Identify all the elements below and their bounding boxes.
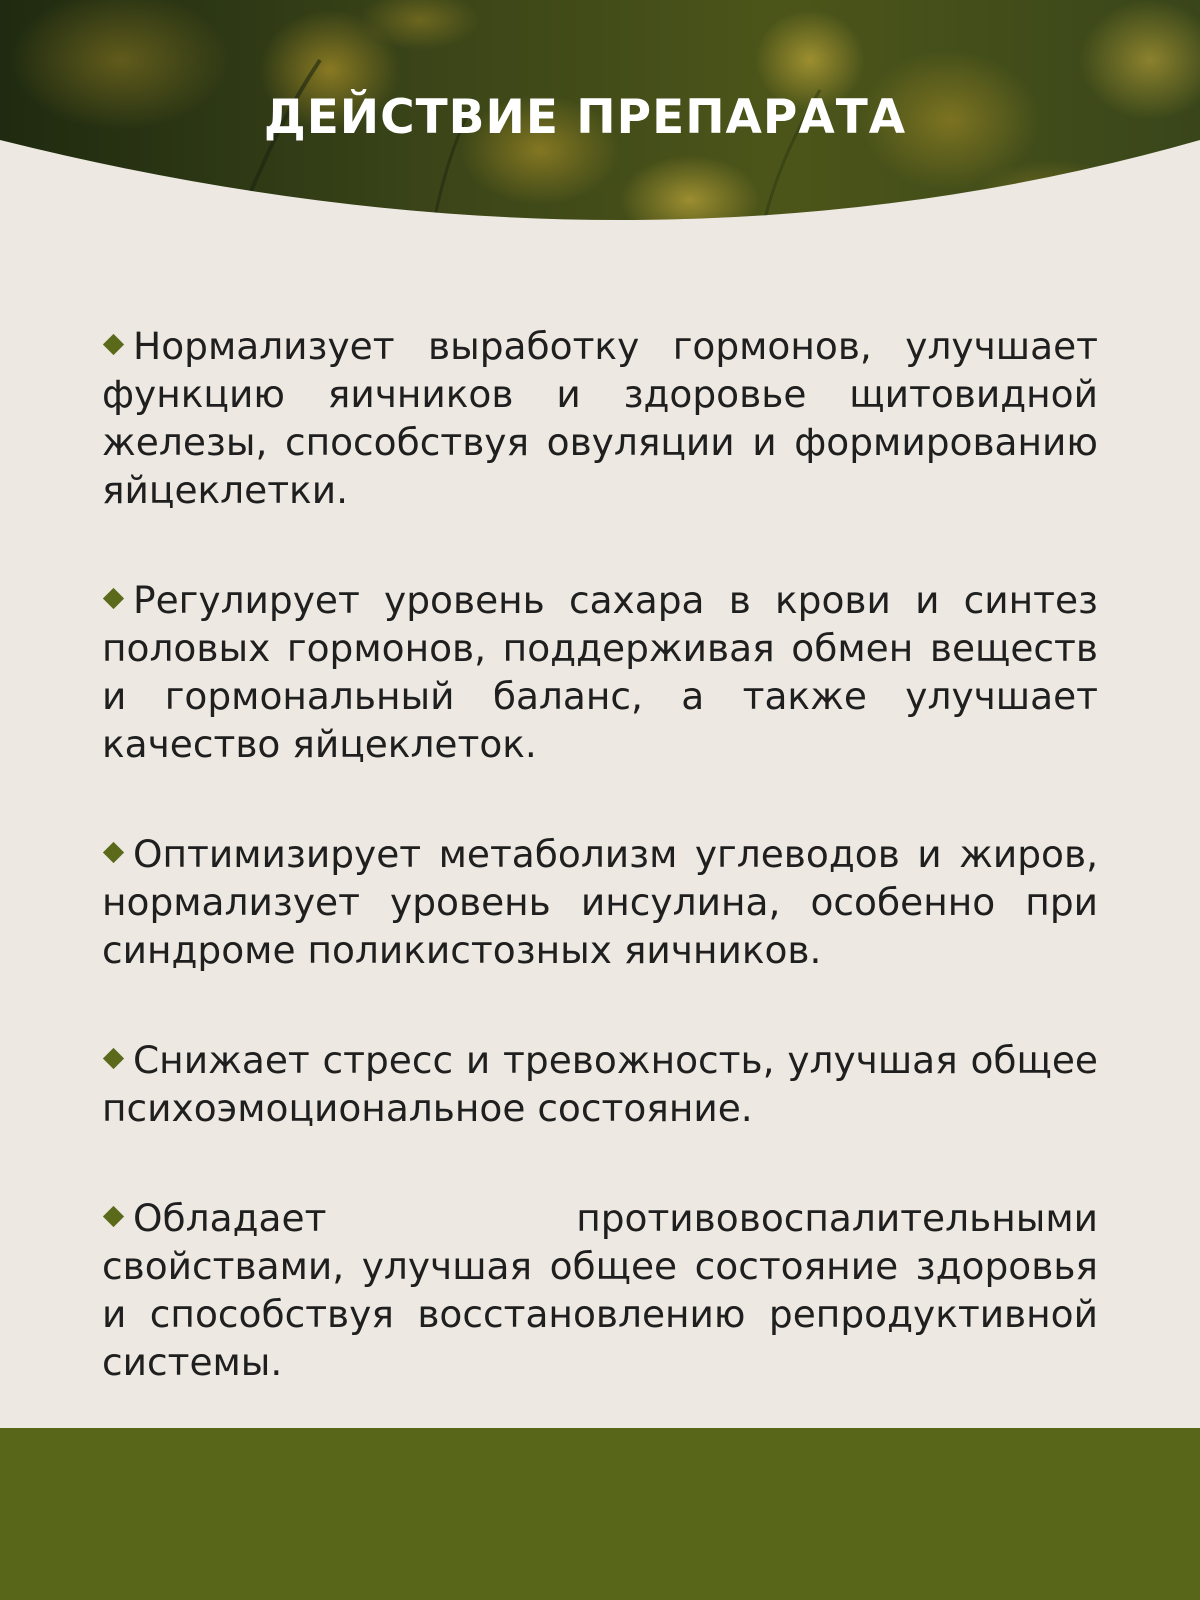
list-item	[102, 1036, 1098, 1132]
diamond-bullet-icon	[103, 333, 124, 354]
list-item-text: Регулирует уровень сахара в крови и синтез половых гормонов, поддерживая обмен веществ и гормональный баланс, а также улучшает качество яйцеклеток.	[102, 578, 1098, 766]
list-item-text: Нормализует выработку гормонов, улучшает функцию яичников и здоровье щитовидной железы, способствуя овуляции и формированию яйцеклетки.	[102, 324, 1098, 512]
list-item	[102, 830, 1098, 974]
list-item	[102, 1194, 1098, 1386]
diamond-bullet-icon	[103, 1047, 124, 1068]
benefits-list	[102, 322, 1098, 1386]
footer-band	[0, 1428, 1200, 1600]
diamond-bullet-icon	[103, 841, 124, 862]
diamond-bullet-icon	[103, 587, 124, 608]
list-item-text: Снижает стресс и тревожность, улучшая общее психоэмоциональное состояние.	[102, 1038, 1098, 1130]
list-item-text: Оптимизирует метаболизм углеводов и жиров, нормализует уровень инсулина, особенно при синдроме поликистозных яичников.	[102, 832, 1098, 972]
page-title: ДЕЙСТВИЕ ПРЕПАРАТА	[263, 90, 907, 145]
list-item	[102, 576, 1098, 768]
list-item	[102, 322, 1098, 514]
list-item-text: Обладает противовоспалительными свойствами, улучшая общее состояние здоровья и способствуя восстановлению репродуктивной системы.	[102, 1196, 1098, 1384]
diamond-bullet-icon	[103, 1205, 124, 1226]
header-banner	[0, 0, 1200, 240]
